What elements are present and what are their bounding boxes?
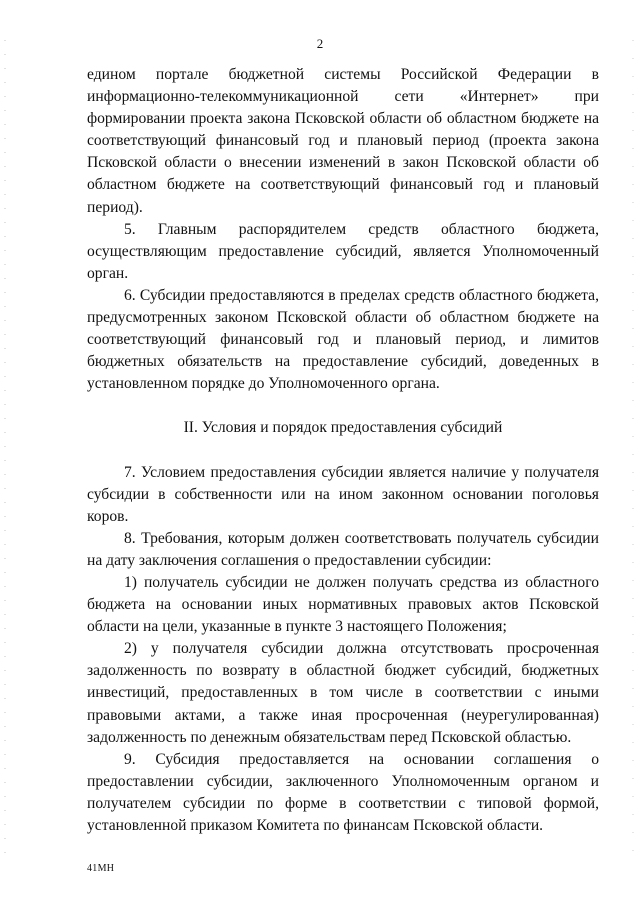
paragraph-item-6: 6. Субсидии предоставляются в пределах средств областного бюджета, предусмотренных законом Псковской области об областном бюджете на соответствующий финансовый год и плановый период, и лимитов бюджетных обязательств на предоставление субсидий, доведенных в установленном порядке до Уполномоченного органа. (87, 286, 599, 393)
scan-edge-left (4, 40, 6, 860)
section-heading: II. Условия и порядок предоставления субсидий (183, 419, 503, 437)
scan-edge-right (632, 40, 634, 860)
paragraph-item-8: 8. Требования, которым должен соответствовать получатель субсидии на дату заключения соглашения о предоставлении субсидии: (87, 529, 599, 569)
page-number: 2 (316, 36, 324, 51)
paragraph-subitem-2: 2) у получателя субсидии должна отсутствовать просроченная задолженность по возврату в областной бюджет субсидий, бюджетных инвестиций, предоставленных в том числе в соответствии с иными правовыми актами, а также иная просроченная (неурегулированная) задолженность по денежным обязательствам перед Псковской областью. (87, 640, 599, 746)
paragraph-subitem-1: 1) получатель субсидии не должен получать средства из областного бюджета на основании иных нормативных правовых актов Псковской области на цели, указанные в пункте 3 настоящего Положения; (87, 573, 599, 636)
footer-code: 41МН (87, 863, 115, 874)
paragraph-item-9: 9. Субсидия предоставляется на основании соглашения о предоставлении субсидии, заключенного Уполномоченным органом и получателем субсидии по форме в соответствии с типовой формой, установленной приказом Комитета по финансам Псковской области. (87, 750, 599, 834)
document-body (87, 64, 599, 837)
paragraph-item-7: 7. Условием предоставления субсидии является наличие у получателя субсидии в собственности или на ином законном основании поголовья коров. (87, 463, 599, 525)
paragraph-continuation: едином портале бюджетной системы Российской Федерации в информационно-телекоммуникационной сети «Интернет» при формировании проекта закона Псковской области об областном бюджете на соответствующий финансовый год и плановый период (проекта закона Псковской области о внесении изменений в закон Псковской области об областном бюджете на соответствующий финансовый год и плановый период). (87, 66, 599, 216)
paragraph-item-5: 5. Главным распорядителем средств областного бюджета, осуществляющим предоставление субсидий, является Уполномоченный орган. (87, 220, 599, 282)
